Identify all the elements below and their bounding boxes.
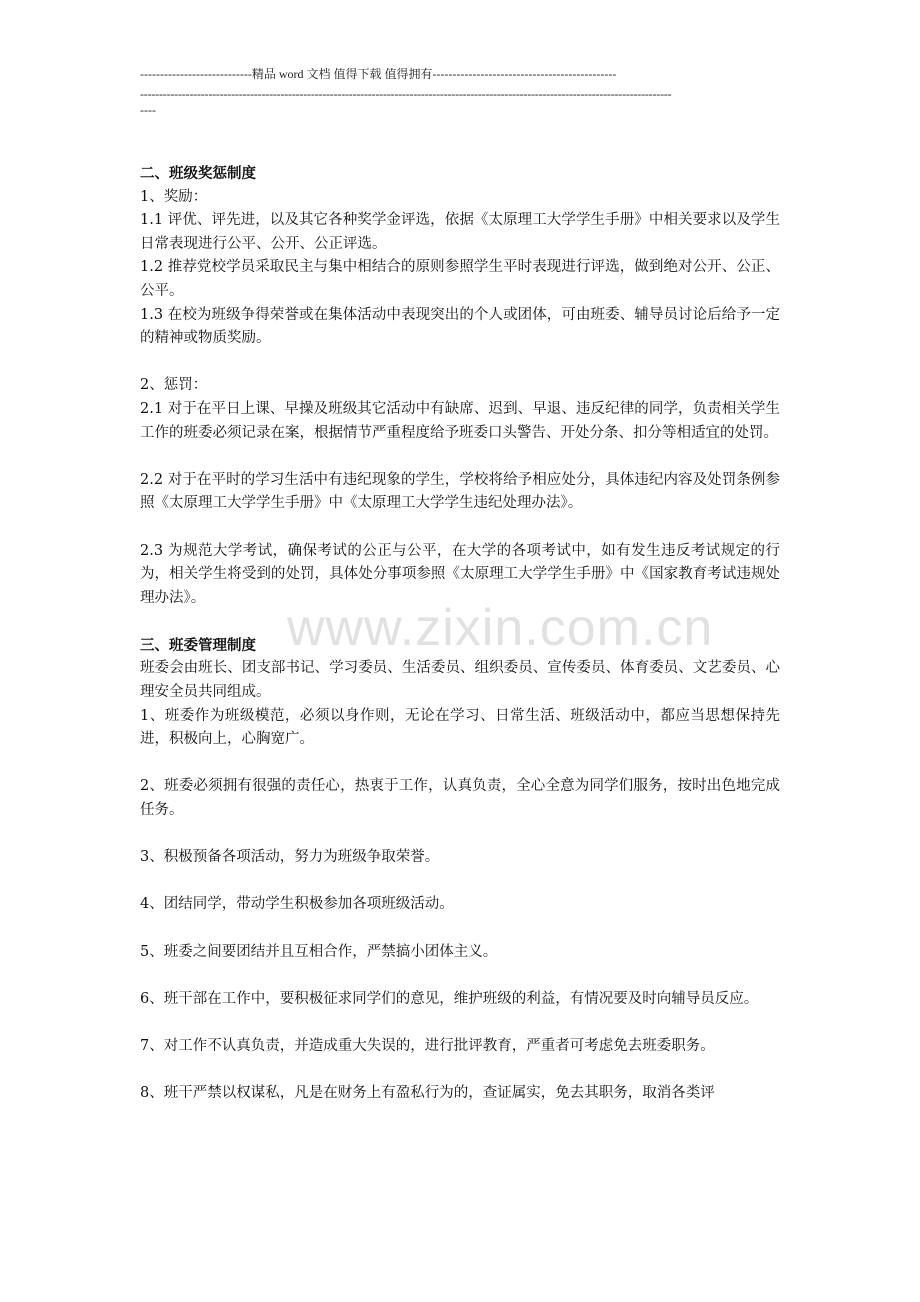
committee-intro: 班委会由班长、团支部书记、学习委员、生活委员、组织委员、宣传委员、体育委员、文艺委员、心理安全员共同组成。 <box>140 660 780 701</box>
committee-rule-3: 3、积极预备各项活动，努力为班级争取荣誉。 <box>140 849 440 866</box>
header-line-3: ---- <box>140 103 156 117</box>
spacer <box>140 870 780 894</box>
header-line-1: ----------------------------精品 word 文档 值得下载 值得拥有---------------------------------------------- <box>140 67 617 81</box>
committee-rule-1: 1、班委作为班级模范，必须以身作则，无论在学习、日常生活、班级活动中，都应当思想保持先进，积极向上，心胸宽广。 <box>140 707 780 748</box>
reward-heading: 1、奖励： <box>140 188 208 205</box>
penalty-heading: 2、惩罚： <box>140 377 208 394</box>
committee-rule-5: 5、班委之间要团结并且互相合作，严禁搞小团体主义。 <box>140 943 498 960</box>
committee-rule-6: 6、班干部在工作中，要积极征求同学们的意见，维护班级的利益，有情况要及时向辅导员反应。 <box>140 990 759 1007</box>
spacer <box>140 610 780 634</box>
watermark: www.zixin.com.cn <box>287 599 714 657</box>
penalty-item-2: 2.2 对于在平时的学习生活中有违纪现象的学生，学校将给予相应处分，具体违纪内容及处罚条例参照《太原理工大学学生手册》中《太原理工大学学生违纪处理办法》。 <box>140 471 780 512</box>
section-2-title: 二、班级奖惩制度 <box>140 165 256 182</box>
section-3-title: 三、班委管理制度 <box>140 636 256 654</box>
committee-rule-2: 2、班委必须拥有很强的责任心，热衷于工作，认真负责，全心全意为同学们服务，按时出色地完成任务。 <box>140 778 780 819</box>
spacer <box>140 445 780 469</box>
spacer <box>140 752 780 776</box>
reward-item-1: 1.1 评优、评先进，以及其它各种奖学金评选，依据《太原理工大学学生手册》中相关要求以及学生日常表现进行公平、公开、公正评选。 <box>140 212 780 252</box>
document-body <box>140 162 780 1106</box>
penalty-item-1: 2.1 对于在平日上课、早操及班级其它活动中有缺席、迟到、早退、违反纪律的同学，负责相关学生工作的班委必须记录在案，根据情节严重程度给予班委口头警告、开处分条、扣分等相适宜的处罚。 <box>140 400 780 441</box>
spacer <box>140 516 780 540</box>
committee-rule-8: 8、班干严禁以权谋私，凡是在财务上有盈私行为的，查证属实，免去其职务，取消各类评 <box>140 1085 715 1102</box>
committee-rule-4: 4、团结同学，带动学生积极参加各项班级活动。 <box>140 896 454 913</box>
committee-rule-7: 7、对工作不认真负责，并造成重大失误的，进行批评教育，严重者可考虑免去班委职务。 <box>140 1037 715 1054</box>
header-line-2: -------------------------------------------------------------------------------------------------------------------------------------------- <box>140 87 672 101</box>
spacer <box>140 917 780 941</box>
spacer <box>140 351 780 375</box>
reward-item-3: 1.3 在校为班级争得荣誉或在集体活动中表现突出的个人或团体，可由班委、辅导员讨论后给予一定的精神或物质奖励。 <box>140 306 780 347</box>
reward-item-2: 1.2 推荐党校学员采取民主与集中相结合的原则参照学生平时表现进行评选，做到绝对公开、公正、公平。 <box>140 259 780 299</box>
spacer <box>140 823 780 847</box>
spacer <box>140 1011 780 1035</box>
spacer <box>140 964 780 988</box>
spacer <box>140 1059 780 1083</box>
penalty-item-3: 2.3 为规范大学考试，确保考试的公正与公平，在大学的各项考试中，如有发生违反考试规定的行为，相关学生将受到的处罚，具体处分事项参照《太原理工大学学生手册》中《国家教育考试违规处理办法》。 <box>140 542 780 606</box>
